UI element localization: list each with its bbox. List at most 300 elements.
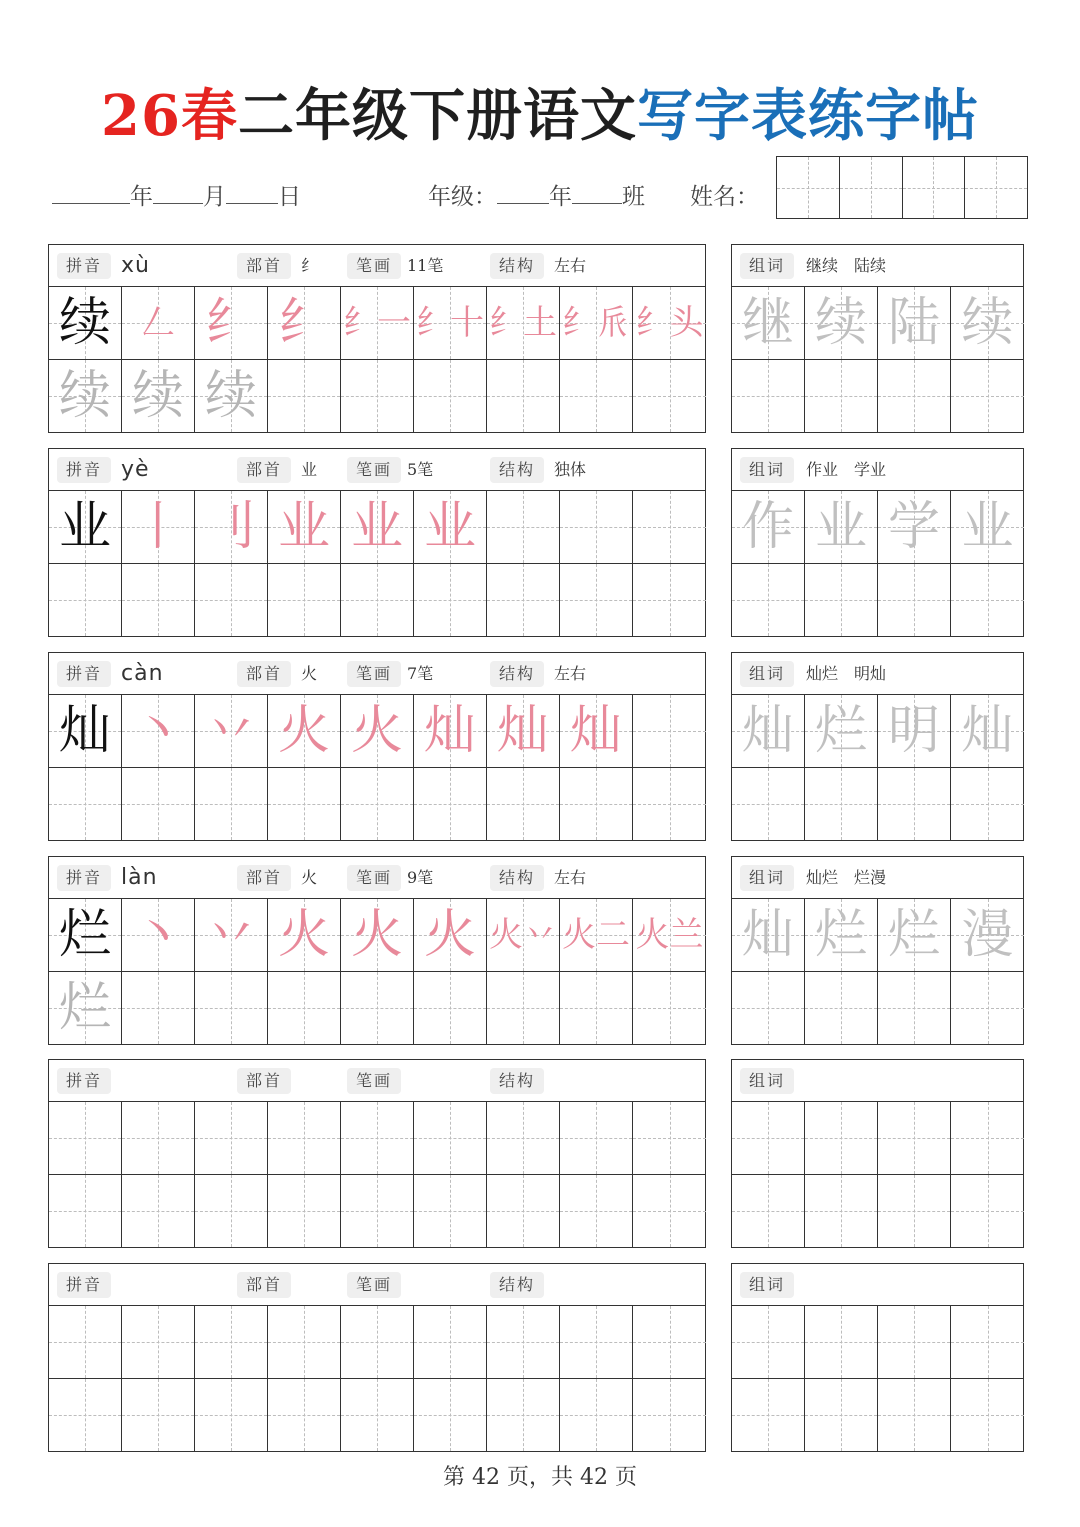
tian-grid-cell[interactable] <box>878 1379 951 1452</box>
tian-grid-cell[interactable] <box>878 695 951 768</box>
tian-grid-cell[interactable] <box>341 972 414 1045</box>
tian-grid-cell[interactable] <box>560 564 633 637</box>
tian-grid-cell[interactable] <box>268 491 341 564</box>
trace-character: 烂 <box>58 978 111 1039</box>
tian-grid-cell[interactable] <box>195 287 268 360</box>
radical-value: 火 <box>301 868 318 887</box>
page-title <box>0 72 1080 152</box>
tian-grid-cell[interactable] <box>951 1175 1024 1248</box>
word-character: 明 <box>887 700 940 761</box>
pinyin-label: 拼音 <box>57 457 111 483</box>
stroke-order-step: 业 <box>350 496 403 557</box>
tian-grid-cell[interactable] <box>268 564 341 637</box>
stroke-order-step: 火二 <box>562 914 630 955</box>
word-character: 灿 <box>961 700 1014 761</box>
year-blank[interactable] <box>52 184 130 204</box>
tian-grid-cell[interactable] <box>633 1306 706 1379</box>
tian-grid-cell[interactable] <box>414 899 487 972</box>
tian-grid-cell[interactable] <box>268 1379 341 1452</box>
tian-grid-cell[interactable] <box>951 1379 1024 1452</box>
structure-label: 结构 <box>490 1068 544 1094</box>
tian-grid-cell[interactable] <box>195 1102 268 1175</box>
strokes-label: 笔画 <box>347 1272 401 1298</box>
tian-grid-cell[interactable] <box>560 1379 633 1452</box>
tian-grid-cell[interactable] <box>732 768 805 841</box>
character-practice-panel <box>48 244 706 433</box>
pinyin-value: làn <box>121 865 158 890</box>
tian-grid-cell[interactable] <box>49 491 122 564</box>
tian-grid-cell[interactable] <box>341 1102 414 1175</box>
tian-grid-cell[interactable] <box>951 972 1024 1045</box>
word-practice-panel <box>731 448 1024 637</box>
strokes-value: 5笔 <box>407 460 434 479</box>
radical-label: 部首 <box>237 253 291 279</box>
pinyin-label: 拼音 <box>57 865 111 891</box>
tian-grid-cell[interactable] <box>732 972 805 1045</box>
tian-grid-cell[interactable] <box>341 695 414 768</box>
words-header <box>732 1060 1023 1102</box>
tian-grid-cell[interactable] <box>414 360 487 433</box>
word-grid <box>732 899 1023 1044</box>
tian-grid-cell[interactable] <box>560 899 633 972</box>
name-cell[interactable] <box>840 157 903 218</box>
word-practice-panel <box>731 652 1024 841</box>
structure-value: 独体 <box>554 460 587 479</box>
word-character: 烂 <box>814 700 867 761</box>
stroke-order-step: 灿 <box>423 700 476 761</box>
stroke-order-step: 纟十 <box>416 302 484 343</box>
tian-grid-cell[interactable] <box>732 1306 805 1379</box>
info-header <box>49 1060 705 1102</box>
tian-grid-cell[interactable] <box>268 1102 341 1175</box>
words-header <box>732 1264 1023 1306</box>
tian-grid-cell[interactable] <box>805 1175 878 1248</box>
trace-character: 续 <box>58 366 111 427</box>
words-label: 组词 <box>740 253 794 279</box>
tian-grid-cell[interactable] <box>878 768 951 841</box>
pinyin-label: 拼音 <box>57 1272 111 1298</box>
word-character: 陆 <box>887 292 940 353</box>
tian-grid-cell[interactable] <box>122 360 195 433</box>
tian-grid-cell[interactable] <box>122 1306 195 1379</box>
tian-grid-cell[interactable] <box>951 768 1024 841</box>
stroke-order-step: 纟𠂢 <box>562 302 630 343</box>
tian-grid-cell[interactable] <box>560 972 633 1045</box>
tian-grid-cell[interactable] <box>414 1306 487 1379</box>
writing-grid <box>49 899 705 1044</box>
pinyin-value: xù <box>121 253 150 278</box>
words-header <box>732 857 1023 899</box>
name-box[interactable] <box>776 156 1028 219</box>
structure-label: 结构 <box>490 865 544 891</box>
tian-grid-cell[interactable] <box>878 564 951 637</box>
tian-grid-cell[interactable] <box>633 1379 706 1452</box>
tian-grid-cell[interactable] <box>195 491 268 564</box>
tian-grid-cell[interactable] <box>195 972 268 1045</box>
strokes-label: 笔画 <box>347 661 401 687</box>
tian-grid-cell[interactable] <box>805 899 878 972</box>
words-label: 组词 <box>740 1068 794 1094</box>
grade-year-label: 年 <box>549 184 572 210</box>
tian-grid-cell[interactable] <box>49 564 122 637</box>
stroke-order-step: 火兰 <box>635 914 704 955</box>
stroke-order-step: 纟 <box>277 292 330 353</box>
stroke-order-step: 丶 <box>131 700 184 761</box>
tian-grid-cell[interactable] <box>487 695 560 768</box>
words-label: 组词 <box>740 457 794 483</box>
tian-grid-cell[interactable] <box>560 1306 633 1379</box>
tian-grid-cell[interactable] <box>951 287 1024 360</box>
strokes-label: 笔画 <box>347 865 401 891</box>
tian-grid-cell[interactable] <box>805 972 878 1045</box>
tian-grid-cell[interactable] <box>49 1102 122 1175</box>
stroke-order-step: 纟一 <box>343 302 411 343</box>
radical-value: 业 <box>301 460 318 479</box>
tian-grid-cell[interactable] <box>487 564 560 637</box>
tian-grid-cell[interactable] <box>951 491 1024 564</box>
structure-label: 结构 <box>490 457 544 483</box>
day-label: 日 <box>278 184 301 210</box>
word-character: 业 <box>961 496 1014 557</box>
words-value: 灿烂 烂漫 <box>806 868 887 887</box>
tian-grid-cell[interactable] <box>414 564 487 637</box>
tian-grid-cell[interactable] <box>195 1379 268 1452</box>
structure-label: 结构 <box>490 253 544 279</box>
tian-grid-cell[interactable] <box>878 491 951 564</box>
tian-grid-cell[interactable] <box>49 1175 122 1248</box>
tian-grid-cell[interactable] <box>49 899 122 972</box>
tian-grid-cell[interactable] <box>487 360 560 433</box>
tian-grid-cell[interactable] <box>487 1306 560 1379</box>
writing-grid <box>49 491 705 636</box>
tian-grid-cell[interactable] <box>487 768 560 841</box>
tian-grid-cell[interactable] <box>805 360 878 433</box>
tian-grid-cell[interactable] <box>195 360 268 433</box>
words-value: 作业 学业 <box>806 460 887 479</box>
tian-grid-cell[interactable] <box>560 768 633 841</box>
tian-grid-cell[interactable] <box>341 899 414 972</box>
tian-grid-cell[interactable] <box>49 695 122 768</box>
title-part-blue: 写字表练字帖 <box>636 83 979 149</box>
word-character: 学 <box>887 496 940 557</box>
tian-grid-cell[interactable] <box>268 695 341 768</box>
model-character: 灿 <box>58 700 111 761</box>
tian-grid-cell[interactable] <box>951 695 1024 768</box>
tian-grid-cell[interactable] <box>122 768 195 841</box>
character-practice-panel <box>48 652 706 841</box>
word-character: 续 <box>961 292 1014 353</box>
date-line <box>52 178 301 211</box>
tian-grid-cell[interactable] <box>341 491 414 564</box>
tian-grid-cell[interactable] <box>49 1306 122 1379</box>
word-character: 继 <box>741 292 794 353</box>
words-label: 组词 <box>740 661 794 687</box>
tian-grid-cell[interactable] <box>633 287 706 360</box>
tian-grid-cell[interactable] <box>268 768 341 841</box>
tian-grid-cell[interactable] <box>633 899 706 972</box>
writing-grid <box>49 287 705 432</box>
tian-grid-cell[interactable] <box>341 1175 414 1248</box>
tian-grid-cell[interactable] <box>49 1379 122 1452</box>
tian-grid-cell[interactable] <box>122 899 195 972</box>
grade-year-blank[interactable] <box>497 184 549 204</box>
tian-grid-cell[interactable] <box>732 1102 805 1175</box>
tian-grid-cell[interactable] <box>49 360 122 433</box>
character-practice-panel <box>48 856 706 1045</box>
tian-grid-cell[interactable] <box>195 899 268 972</box>
tian-grid-cell[interactable] <box>487 972 560 1045</box>
tian-grid-cell[interactable] <box>560 491 633 564</box>
tian-grid-cell[interactable] <box>268 1306 341 1379</box>
tian-grid-cell[interactable] <box>805 287 878 360</box>
tian-grid-cell[interactable] <box>878 1175 951 1248</box>
tian-grid-cell[interactable] <box>414 768 487 841</box>
tian-grid-cell[interactable] <box>487 899 560 972</box>
stroke-order-step: 火 <box>350 904 403 965</box>
tian-grid-cell[interactable] <box>487 491 560 564</box>
tian-grid-cell[interactable] <box>49 287 122 360</box>
tian-grid-cell[interactable] <box>633 695 706 768</box>
name-label: 姓名： <box>690 184 759 210</box>
tian-grid-cell[interactable] <box>268 1175 341 1248</box>
word-character: 作 <box>741 496 794 557</box>
radical-value: 火 <box>301 664 318 683</box>
tian-grid-cell[interactable] <box>805 768 878 841</box>
word-practice-panel <box>731 1263 1024 1452</box>
name-cell[interactable] <box>965 157 1027 218</box>
tian-grid-cell[interactable] <box>560 360 633 433</box>
tian-grid-cell[interactable] <box>268 972 341 1045</box>
strokes-value: 7笔 <box>407 664 434 683</box>
tian-grid-cell[interactable] <box>122 1175 195 1248</box>
info-header <box>49 449 705 491</box>
tian-grid-cell[interactable] <box>414 1379 487 1452</box>
info-header <box>49 857 705 899</box>
word-character: 续 <box>814 292 867 353</box>
radical-label: 部首 <box>237 1272 291 1298</box>
tian-grid-cell[interactable] <box>633 491 706 564</box>
word-grid <box>732 1102 1023 1247</box>
word-practice-panel <box>731 856 1024 1045</box>
tian-grid-cell[interactable] <box>878 972 951 1045</box>
tian-grid-cell[interactable] <box>195 695 268 768</box>
tian-grid-cell[interactable] <box>805 1102 878 1175</box>
month-blank[interactable] <box>153 184 203 204</box>
character-practice-panel <box>48 448 706 637</box>
radical-label: 部首 <box>237 661 291 687</box>
tian-grid-cell[interactable] <box>195 1306 268 1379</box>
model-character: 业 <box>58 496 111 557</box>
word-grid <box>732 1306 1023 1451</box>
stroke-order-step: 纟 <box>204 292 257 353</box>
tian-grid-cell[interactable] <box>732 491 805 564</box>
tian-grid-cell[interactable] <box>951 899 1024 972</box>
stroke-order-step: 火 <box>277 700 330 761</box>
tian-grid-cell[interactable] <box>951 360 1024 433</box>
word-grid <box>732 287 1023 432</box>
tian-grid-cell[interactable] <box>878 1306 951 1379</box>
title-part-black: 二年级下册语文 <box>237 83 637 149</box>
tian-grid-cell[interactable] <box>633 1175 706 1248</box>
name-cell[interactable] <box>777 157 840 218</box>
day-blank[interactable] <box>226 184 278 204</box>
tian-grid-cell[interactable] <box>341 768 414 841</box>
tian-grid-cell[interactable] <box>805 1379 878 1452</box>
stroke-order-step: 丶 <box>131 904 184 965</box>
tian-grid-cell[interactable] <box>487 1379 560 1452</box>
stroke-order-step: 刂 <box>204 496 257 557</box>
tian-grid-cell[interactable] <box>878 287 951 360</box>
tian-grid-cell[interactable] <box>805 491 878 564</box>
word-character: 灿 <box>741 904 794 965</box>
character-practice-panel <box>48 1263 706 1452</box>
tian-grid-cell[interactable] <box>560 287 633 360</box>
word-character: 烂 <box>814 904 867 965</box>
pinyin-value: càn <box>121 661 164 686</box>
title-part-red: 26春 <box>101 83 238 149</box>
tian-grid-cell[interactable] <box>122 287 195 360</box>
tian-grid-cell[interactable] <box>560 1102 633 1175</box>
stroke-order-step: 纟头 <box>635 302 704 343</box>
tian-grid-cell[interactable] <box>49 972 122 1045</box>
tian-grid-cell[interactable] <box>560 1175 633 1248</box>
tian-grid-cell[interactable] <box>732 287 805 360</box>
tian-grid-cell[interactable] <box>487 1102 560 1175</box>
tian-grid-cell[interactable] <box>122 1379 195 1452</box>
tian-grid-cell[interactable] <box>341 564 414 637</box>
page-footer: 第 42 页，共 42 页 <box>443 1465 637 1490</box>
words-label: 组词 <box>740 865 794 891</box>
tian-grid-cell[interactable] <box>414 491 487 564</box>
tian-grid-cell[interactable] <box>878 360 951 433</box>
tian-grid-cell[interactable] <box>414 972 487 1045</box>
model-character: 续 <box>58 292 111 353</box>
tian-grid-cell[interactable] <box>195 564 268 637</box>
tian-grid-cell[interactable] <box>633 360 706 433</box>
name-cell[interactable] <box>903 157 966 218</box>
structure-label: 结构 <box>490 661 544 687</box>
tian-grid-cell[interactable] <box>49 768 122 841</box>
info-header <box>49 653 705 695</box>
words-value: 继续 陆续 <box>806 256 887 275</box>
character-practice-panel <box>48 1059 706 1248</box>
tian-grid-cell[interactable] <box>633 972 706 1045</box>
tian-grid-cell[interactable] <box>560 695 633 768</box>
strokes-value: 9笔 <box>407 868 434 887</box>
trace-character: 续 <box>131 366 184 427</box>
tian-grid-cell[interactable] <box>878 899 951 972</box>
tian-grid-cell[interactable] <box>732 695 805 768</box>
tian-grid-cell[interactable] <box>195 1175 268 1248</box>
stroke-order-step: 纟土 <box>489 302 557 343</box>
tian-grid-cell[interactable] <box>487 287 560 360</box>
radical-value: 纟 <box>301 256 318 275</box>
tian-grid-cell[interactable] <box>414 695 487 768</box>
tian-grid-cell[interactable] <box>122 695 195 768</box>
pinyin-label: 拼音 <box>57 1068 111 1094</box>
strokes-label: 笔画 <box>347 1068 401 1094</box>
pinyin-value: yè <box>121 457 150 482</box>
structure-label: 结构 <box>490 1272 544 1298</box>
strokes-label: 笔画 <box>347 457 401 483</box>
tian-grid-cell[interactable] <box>122 972 195 1045</box>
strokes-label: 笔画 <box>347 253 401 279</box>
word-grid <box>732 491 1023 636</box>
word-character: 业 <box>814 496 867 557</box>
stroke-order-step: 灿 <box>569 700 622 761</box>
writing-grid <box>49 1102 705 1247</box>
trace-character: 续 <box>204 366 257 427</box>
tian-grid-cell[interactable] <box>268 287 341 360</box>
tian-grid-cell[interactable] <box>341 287 414 360</box>
tian-grid-cell[interactable] <box>414 287 487 360</box>
tian-grid-cell[interactable] <box>268 899 341 972</box>
writing-grid <box>49 1306 705 1451</box>
tian-grid-cell[interactable] <box>805 564 878 637</box>
tian-grid-cell[interactable] <box>633 1102 706 1175</box>
structure-value: 左右 <box>554 868 587 887</box>
grade-line <box>428 178 645 211</box>
stroke-order-step: 𠃋 <box>141 302 175 343</box>
writing-grid <box>49 695 705 840</box>
tian-grid-cell[interactable] <box>633 564 706 637</box>
tian-grid-cell[interactable] <box>414 1102 487 1175</box>
tian-grid-cell[interactable] <box>195 768 268 841</box>
tian-grid-cell[interactable] <box>732 360 805 433</box>
tian-grid-cell[interactable] <box>122 1102 195 1175</box>
grade-label: 年级： <box>428 184 497 210</box>
word-character: 漫 <box>961 904 1014 965</box>
tian-grid-cell[interactable] <box>878 1102 951 1175</box>
tian-grid-cell[interactable] <box>732 1379 805 1452</box>
info-header <box>49 245 705 287</box>
stroke-order-step: 丷 <box>204 904 257 965</box>
radical-label: 部首 <box>237 865 291 891</box>
structure-value: 左右 <box>554 664 587 683</box>
pinyin-label: 拼音 <box>57 253 111 279</box>
tian-grid-cell[interactable] <box>732 899 805 972</box>
stroke-order-step: 灿 <box>496 700 549 761</box>
structure-value: 左右 <box>554 256 587 275</box>
word-grid <box>732 695 1023 840</box>
tian-grid-cell[interactable] <box>732 564 805 637</box>
model-character: 烂 <box>58 904 111 965</box>
tian-grid-cell[interactable] <box>805 695 878 768</box>
stroke-order-step: 火 <box>423 904 476 965</box>
tian-grid-cell[interactable] <box>414 1175 487 1248</box>
tian-grid-cell[interactable] <box>633 768 706 841</box>
tian-grid-cell[interactable] <box>341 1379 414 1452</box>
tian-grid-cell[interactable] <box>341 360 414 433</box>
tian-grid-cell[interactable] <box>122 564 195 637</box>
class-blank[interactable] <box>572 184 622 204</box>
tian-grid-cell[interactable] <box>341 1306 414 1379</box>
tian-grid-cell[interactable] <box>805 1306 878 1379</box>
stroke-order-step: 丷 <box>204 700 257 761</box>
words-header <box>732 245 1023 287</box>
tian-grid-cell[interactable] <box>951 1306 1024 1379</box>
stroke-order-step: 火 <box>350 700 403 761</box>
tian-grid-cell[interactable] <box>951 564 1024 637</box>
tian-grid-cell[interactable] <box>951 1102 1024 1175</box>
tian-grid-cell[interactable] <box>268 360 341 433</box>
words-label: 组词 <box>740 1272 794 1298</box>
stroke-order-step: 火 <box>277 904 330 965</box>
tian-grid-cell[interactable] <box>487 1175 560 1248</box>
tian-grid-cell[interactable] <box>122 491 195 564</box>
strokes-value: 11笔 <box>407 256 444 275</box>
tian-grid-cell[interactable] <box>732 1175 805 1248</box>
